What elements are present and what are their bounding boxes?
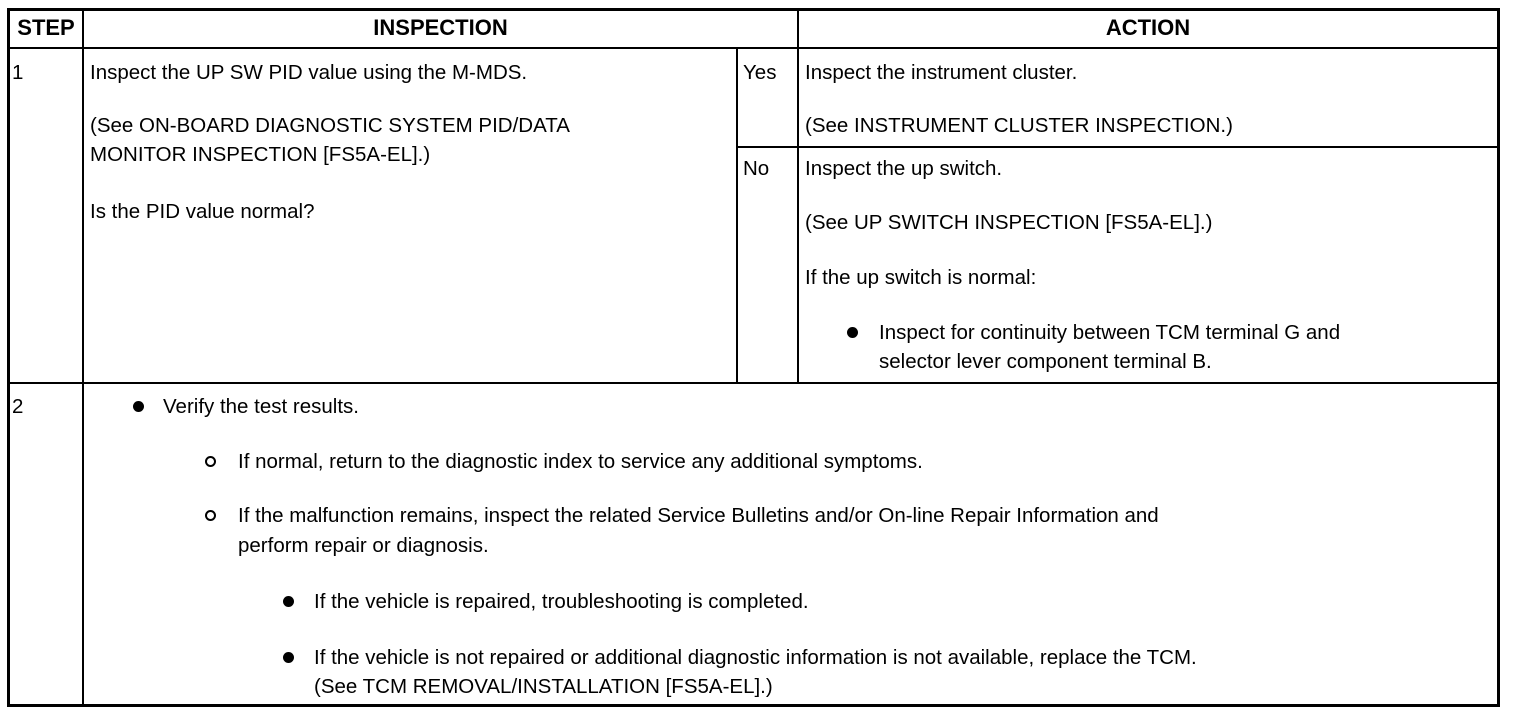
step-2-if-remains-line2: perform repair or diagnosis.	[238, 534, 489, 557]
inspection-action-divider	[797, 8, 799, 383]
hollow-bullet-icon	[205, 456, 216, 467]
no-label: No	[743, 157, 770, 180]
step-row-divider	[7, 382, 1500, 384]
header-inspection: INSPECTION	[373, 15, 508, 40]
yes-label: Yes	[743, 61, 777, 84]
yes-action: Inspect the instrument cluster.	[805, 61, 1078, 84]
no-action-condition: If the up switch is normal:	[805, 266, 1037, 289]
step-2-number: 2	[12, 395, 24, 418]
step-2-verify: Verify the test results.	[163, 395, 359, 418]
header-action: ACTION	[1105, 15, 1191, 40]
hollow-bullet-icon	[205, 510, 216, 521]
header-step: STEP	[17, 15, 75, 40]
no-action: Inspect the up switch.	[805, 157, 1003, 180]
step-2-if-repaired: If the vehicle is repaired, troubleshooting is completed.	[314, 590, 809, 613]
step-1-inspection-ref-line1: (See ON-BOARD DIAGNOSTIC SYSTEM PID/DATA	[90, 114, 570, 137]
no-action-ref: (See UP SWITCH INSPECTION [FS5A-EL].)	[805, 211, 1213, 234]
bullet-icon	[133, 401, 144, 412]
step-1-inspection-text: Inspect the UP SW PID value using the M-MDS.	[90, 61, 528, 84]
bullet-icon	[847, 327, 858, 338]
yes-action-ref: (See INSTRUMENT CLUSTER INSPECTION.)	[805, 114, 1233, 137]
no-action-bullet-line2: selector lever component terminal B.	[879, 350, 1212, 373]
header-divider	[7, 47, 1500, 49]
yes-no-row-divider	[736, 146, 1500, 148]
bullet-icon	[283, 652, 294, 663]
no-action-bullet-line1: Inspect for continuity between TCM terminal G and	[879, 321, 1341, 344]
step-2-if-not-repaired-line1: If the vehicle is not repaired or additional diagnostic information is not available, replace the TCM.	[314, 646, 1197, 669]
step-1-inspection-ref-line2: MONITOR INSPECTION [FS5A-EL].)	[90, 143, 431, 166]
step-2-if-normal: If normal, return to the diagnostic index to service any additional symptoms.	[238, 450, 923, 473]
yesno-divider	[736, 48, 738, 383]
bullet-icon	[283, 596, 294, 607]
step-1-question: Is the PID value normal?	[90, 200, 315, 223]
step-2-if-not-repaired-line2: (See TCM REMOVAL/INSTALLATION [FS5A-EL].)	[314, 675, 773, 698]
step-2-if-remains-line1: If the malfunction remains, inspect the related Service Bulletins and/or On-line Repair Information and	[238, 504, 1159, 527]
step-1-number: 1	[12, 61, 24, 84]
step-column-divider	[82, 8, 84, 707]
